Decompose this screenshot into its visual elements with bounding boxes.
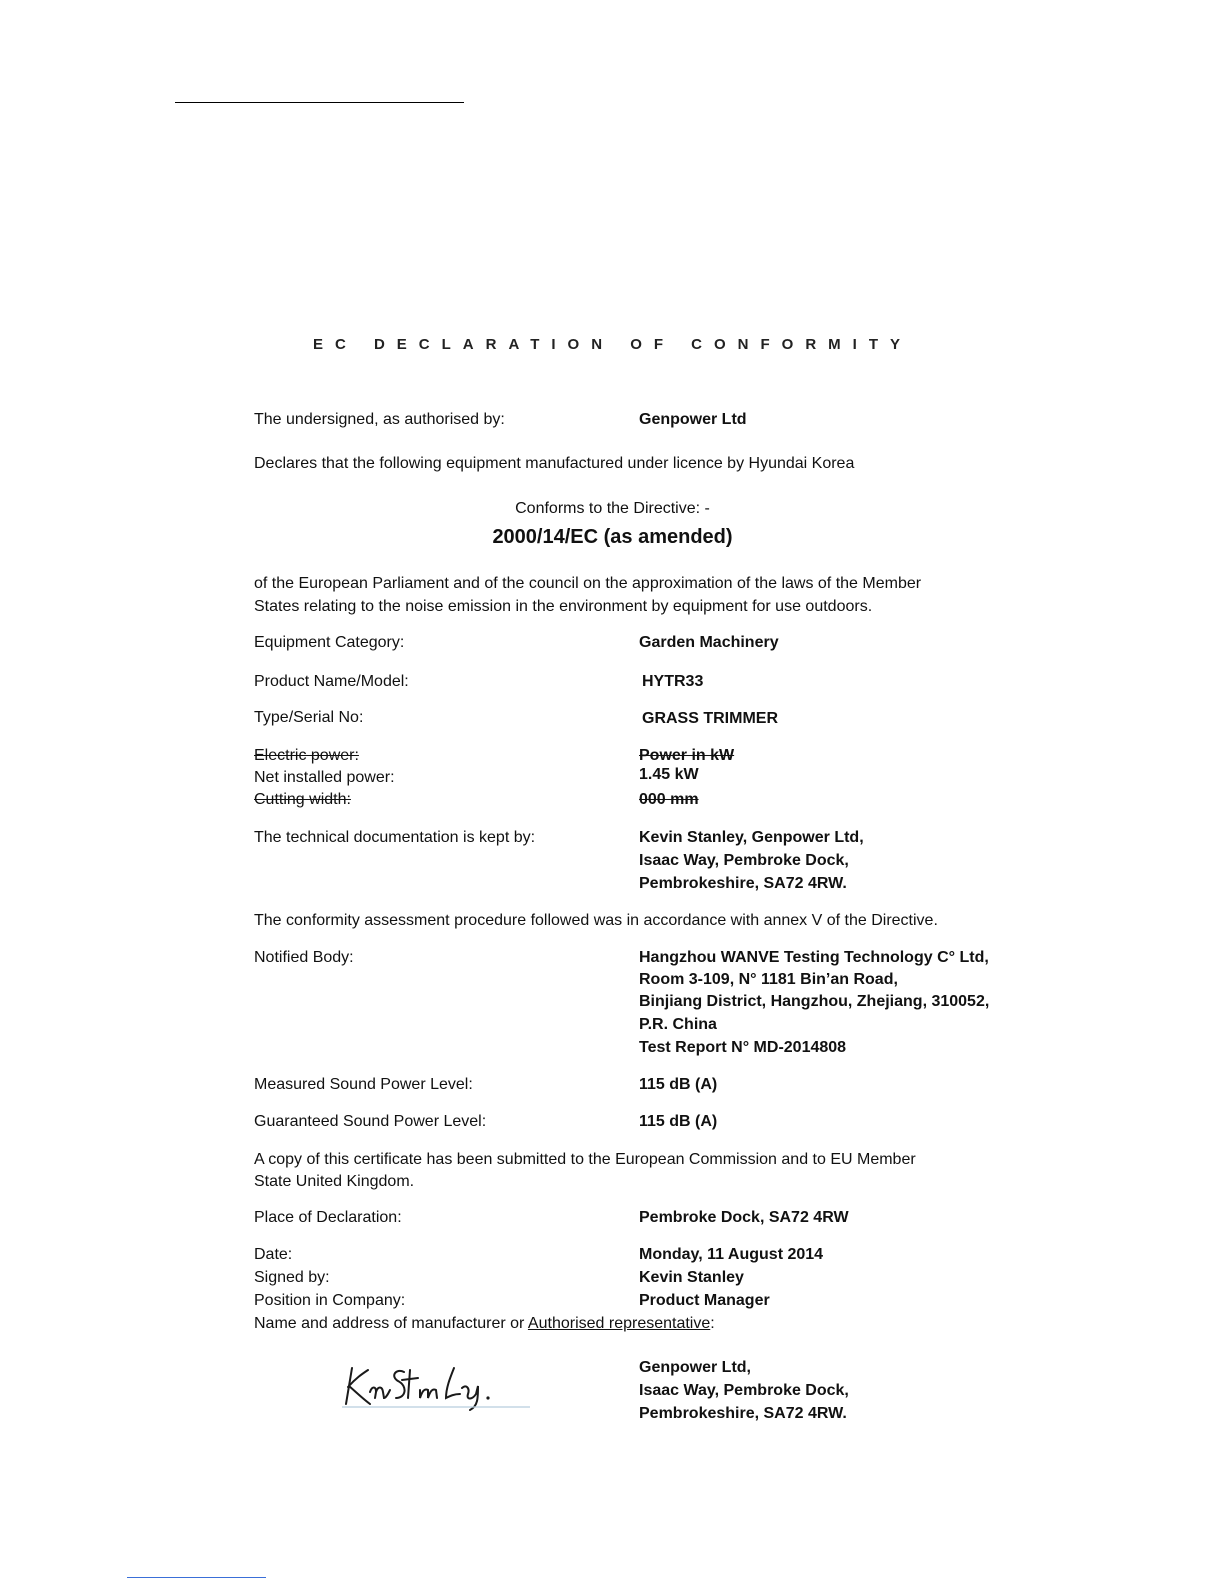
address-line-3: Pembrokeshire, SA72 4RW. (639, 1405, 847, 1422)
authorised-value: Genpower Ltd (639, 411, 747, 428)
directive-number: 2000/14/EC (as amended) (492, 526, 733, 548)
measured-label: Measured Sound Power Level: (254, 1076, 473, 1093)
manufacturer-label-suffix: : (710, 1315, 715, 1332)
copy-line-2: State United Kingdom. (254, 1173, 415, 1190)
notified-line-3: Binjiang District, Hangzhou, Zhejiang, 310052, (639, 993, 990, 1010)
notified-line-2: Room 3-109, N° 1181 Bin’an Road, (639, 971, 898, 988)
notified-label: Notified Body: (254, 949, 354, 966)
net-power-label: Net installed power: (254, 769, 395, 786)
place-label: Place of Declaration: (254, 1209, 402, 1226)
guaranteed-label: Guaranteed Sound Power Level: (254, 1113, 487, 1130)
authorised-label: The undersigned, as authorised by: (254, 411, 505, 428)
techdoc-line-3: Pembrokeshire, SA72 4RW. (639, 875, 847, 892)
parliament-line-2: States relating to the noise emission in the environment by equipment for use outdoors. (254, 598, 873, 615)
electric-label: Electric power: (254, 747, 359, 764)
type-value: GRASS TRIMMER (642, 710, 778, 727)
category-value: Garden Machinery (639, 634, 779, 651)
signature-image (338, 1354, 538, 1417)
conforms-text: Conforms to the Directive: - (515, 500, 710, 517)
copy-line-1: A copy of this certificate has been submitted to the European Commission and to EU Member (254, 1151, 916, 1168)
signed-value: Kevin Stanley (639, 1269, 744, 1286)
electric-value: Power in kW (639, 747, 735, 764)
procedure-text: The conformity assessment procedure followed was in accordance with annex V of the Directive. (254, 912, 938, 929)
date-label: Date: (254, 1246, 293, 1263)
product-value: HYTR33 (642, 673, 704, 690)
notified-line-5: Test Report N° MD-2014808 (639, 1039, 847, 1056)
address-line-2: Isaac Way, Pembroke Dock, (639, 1382, 849, 1399)
declares-text: Declares that the following equipment manufactured under licence by Hyundai Korea (254, 455, 855, 472)
authorised-representative-text: Authorised representative (527, 1315, 711, 1332)
bottom-link-rule (127, 1577, 266, 1578)
techdoc-label: The technical documentation is kept by: (254, 829, 536, 846)
category-label: Equipment Category: (254, 634, 405, 651)
measured-value: 115 dB (A) (639, 1076, 718, 1093)
net-power-value: 1.45 kW (639, 766, 699, 783)
document-title: EC DECLARATION OF CONFORMITY (312, 336, 913, 353)
position-label: Position in Company: (254, 1292, 406, 1309)
cutting-label: Cutting width: (254, 791, 351, 808)
top-rule (175, 102, 464, 103)
handwritten-signature (338, 1354, 538, 1412)
place-value: Pembroke Dock, SA72 4RW (639, 1209, 849, 1226)
cutting-value: 000 mm (639, 791, 699, 808)
date-value: Monday, 11 August 2014 (639, 1246, 824, 1263)
techdoc-line-1: Kevin Stanley, Genpower Ltd, (639, 829, 864, 846)
parliament-line-1: of the European Parliament and of the council on the approximation of the laws of the Member (254, 575, 922, 592)
manufacturer-label-prefix: Name and address of manufacturer or (254, 1315, 528, 1332)
position-value: Product Manager (639, 1292, 770, 1309)
notified-line-1: Hangzhou WANVE Testing Technology C° Ltd, (639, 949, 989, 966)
notified-line-4: P.R. China (639, 1016, 717, 1033)
product-label: Product Name/Model: (254, 673, 409, 690)
signed-label: Signed by: (254, 1269, 330, 1286)
guaranteed-value: 115 dB (A) (639, 1113, 718, 1130)
manufacturer-label (254, 1313, 715, 1335)
techdoc-line-2: Isaac Way, Pembroke Dock, (639, 852, 849, 869)
type-label: Type/Serial No: (254, 709, 364, 726)
address-line-1: Genpower Ltd, (639, 1359, 751, 1376)
